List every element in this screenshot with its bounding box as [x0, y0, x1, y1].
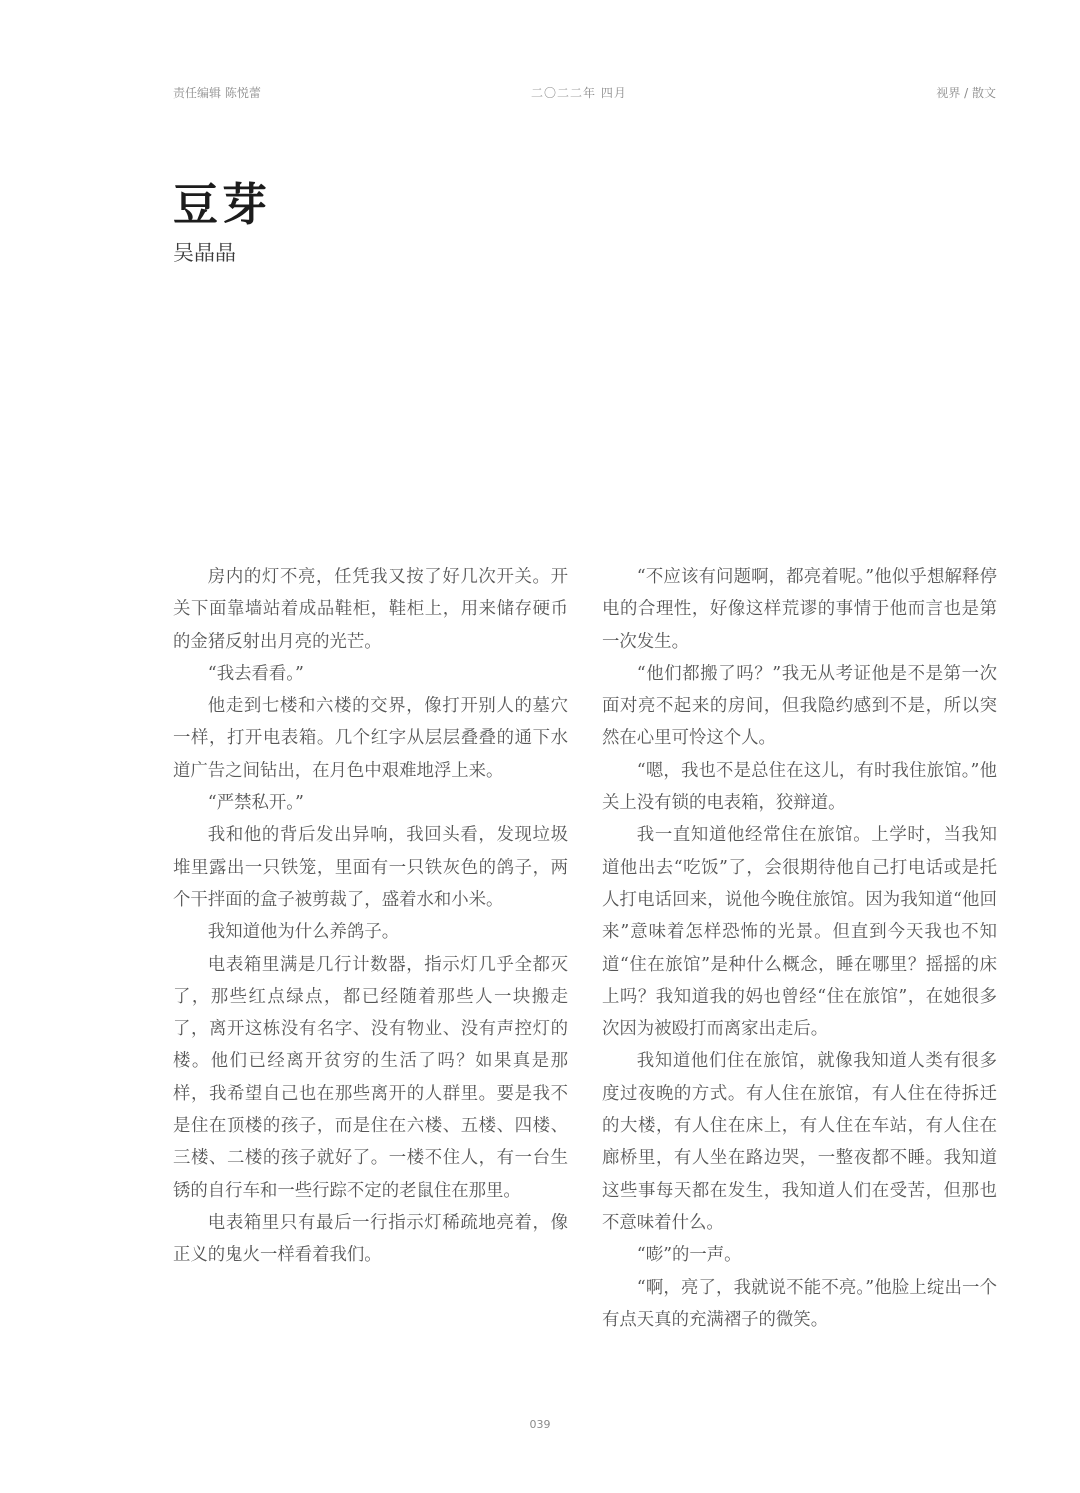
paragraph: “啊，亮了，我就说不能不亮。”他脸上绽出一个有点天真的充满褶子的微笑。: [602, 1277, 997, 1330]
paragraph: 我知道他们住在旅馆，就像我知道人类有很多度过夜晚的方式。有人住在旅馆，有人住在待拆迁的大楼，有人住在床上，有人住在车站，有人住在廊桥里，有人坐在路边哭，一整夜都不睡。我知道这些事每天都在发生，我知道人们在受苦，但那也不意味着什么。: [602, 1051, 997, 1233]
paragraph: “他们都搬了吗？”我无从考证他是不是第一次面对亮不起来的房间，但我隐约感到不是，所以突然在心里可怜这个人。: [602, 663, 997, 749]
right-text-column: [602, 561, 997, 1336]
paragraph: “我去看看。”: [207, 663, 304, 684]
section-label: 视界 / 散文: [936, 86, 996, 100]
editor-credit: 责任编辑 陈悦蕾: [173, 86, 261, 100]
article-title: 豆芽: [173, 178, 272, 231]
article-author: 吴晶晶: [173, 241, 236, 265]
paragraph: 电表箱里只有最后一行指示灯稀疏地亮着，像正义的鬼火一样看着我们。: [173, 1212, 568, 1266]
paragraph: 我和他的背后发出异响，我回头看，发现垃圾堆里露出一只铁笼，里面有一只铁灰色的鸽子，两个干拌面的盒子被剪裁了，盛着水和小米。: [173, 825, 568, 910]
page-header: [173, 84, 996, 102]
paragraph: 我知道他为什么养鸽子。: [207, 922, 400, 943]
paragraph: 他走到七楼和六楼的交界，像打开别人的墓穴一样，打开电表箱。几个红字从层层叠叠的通下水道广告之间钻出，在月色中艰难地浮上来。: [173, 696, 568, 781]
paragraph: “不应该有问题啊，都亮着呢。”他似乎想解释停电的合理性，好像这样荒谬的事情于他而言也是第一次发生。: [602, 567, 997, 652]
issue-date: 二〇二二年 四月: [531, 86, 627, 100]
paragraph: 电表箱里满是几行计数器，指示灯几乎全都灭了，那些红点绿点，都已经随着那些人一块搬走了，离开这栋没有名字、没有物业、没有声控灯的楼。他们已经离开贫穷的生活了吗？如果真是那样，我希望自己也在那些离开的人群里。要是我不是住在顶楼的孩子，而是住在六楼、五楼、四楼、三楼、二楼的孩子就好了。一楼不住人，有一台生锈的自行车和一些行踪不定的老鼠住在那里。: [173, 954, 568, 1201]
left-text-column: [173, 561, 568, 1272]
paragraph: “嗯，我也不是总住在这儿，有时我住旅馆。”他关上没有锁的电表箱，狡辩道。: [602, 760, 997, 814]
paragraph: “嘭”的一声。: [636, 1245, 742, 1266]
paragraph: 房内的灯不亮，任凭我又按了好几次开关。开关下面靠墙站着成品鞋柜，鞋柜上，用来储存硬币的金猪反射出月亮的光芒。: [173, 567, 568, 652]
paragraph: “严禁私开。”: [207, 793, 304, 814]
page-number: 039: [529, 1418, 551, 1431]
paragraph: 我一直知道他经常住在旅馆。上学时，当我知道他出去“吃饭”了，会很期待他自己打电话或是托人打电话回来，说他今晚住旅馆。因为我知道“他回来”意味着怎样恐怖的光景。但直到今天我也不知道“住在旅馆”是种什么概念，睡在哪里？摇摇的床上吗？我知道我的妈也曾经“住在旅馆”，在她很多次因为被殴打而离家出走后。: [602, 825, 997, 1040]
